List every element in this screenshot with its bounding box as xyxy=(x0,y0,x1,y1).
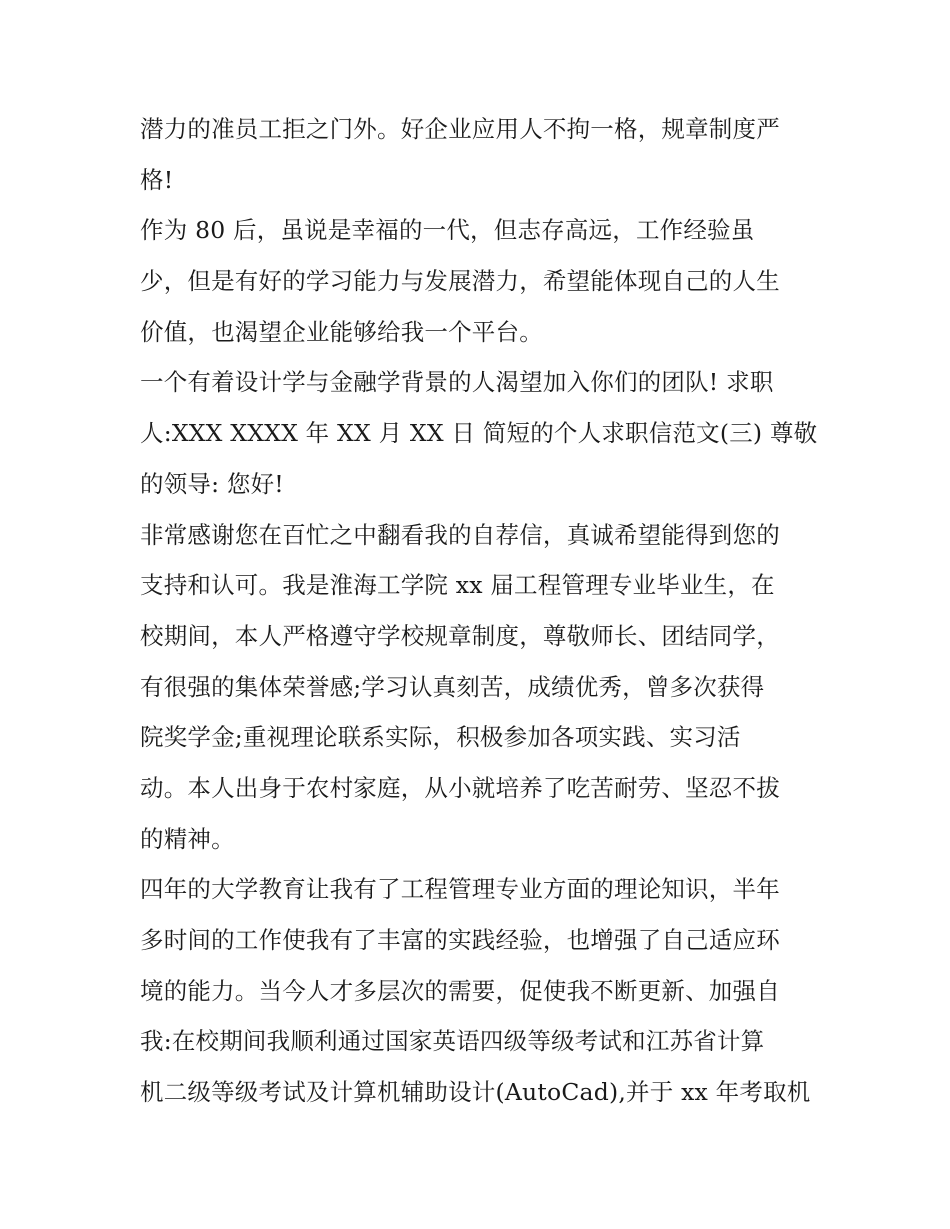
text-line: 四年的大学教育让我有了工程管理专业方面的理论知识，半年 xyxy=(140,875,780,904)
text-line: 动。本人出身于农村家庭，从小就培养了吃苦耐劳、坚忍不拔 xyxy=(140,773,780,802)
text-line: 校期间，本人严格遵守学校规章制度，尊敬师长、团结同学， xyxy=(140,621,780,650)
text-line: 价值，也渴望企业能够给我一个平台。 xyxy=(140,317,543,346)
text-line: 我:在校期间我顺利通过国家英语四级等级考试和江苏省计算 xyxy=(140,1027,765,1056)
text-line: 一个有着设计学与金融学背景的人渴望加入你们的团队! 求职 xyxy=(140,368,774,397)
text-line: 境的能力。当今人才多层次的需要，促使我不断更新、加强自 xyxy=(140,976,780,1005)
text-line: 支持和认可。我是淮海工学院 xx 届工程管理专业毕业生，在 xyxy=(140,571,775,600)
text-line: 作为 80 后，虽说是幸福的一代，但志存高远，工作经验虽 xyxy=(140,216,755,245)
text-line: 少，但是有好的学习能力与发展潜力，希望能体现自己的人生 xyxy=(140,267,780,296)
text-line: 潜力的准员工拒之门外。好企业应用人不拘一格，规章制度严 xyxy=(140,115,780,143)
text-line: 有很强的集体荣誉感;学习认真刻苦，成绩优秀，曾多次获得 xyxy=(140,672,765,701)
text-line: 的精神。 xyxy=(140,824,235,853)
text-line: 非常感谢您在百忙之中翻看我的自荐信，真诚希望能得到您的 xyxy=(140,520,780,549)
text-line: 的领导: 您好! xyxy=(140,469,284,498)
text-line: 院奖学金;重视理论联系实际，积极参加各项实践、实习活 xyxy=(140,723,741,752)
body-text xyxy=(140,104,830,1118)
text-line: 机二级等级考试及计算机辅助设计(AutoCad),并于 xx 年考取机 xyxy=(140,1078,811,1107)
text-line: 格! xyxy=(140,165,174,194)
text-line: 多时间的工作使我有了丰富的实践经验，也增强了自己适应环 xyxy=(140,926,780,954)
text-line: 人:XXX XXXX 年 XX 月 XX 日 简短的个人求职信范文(三) 尊敬 xyxy=(140,419,818,448)
